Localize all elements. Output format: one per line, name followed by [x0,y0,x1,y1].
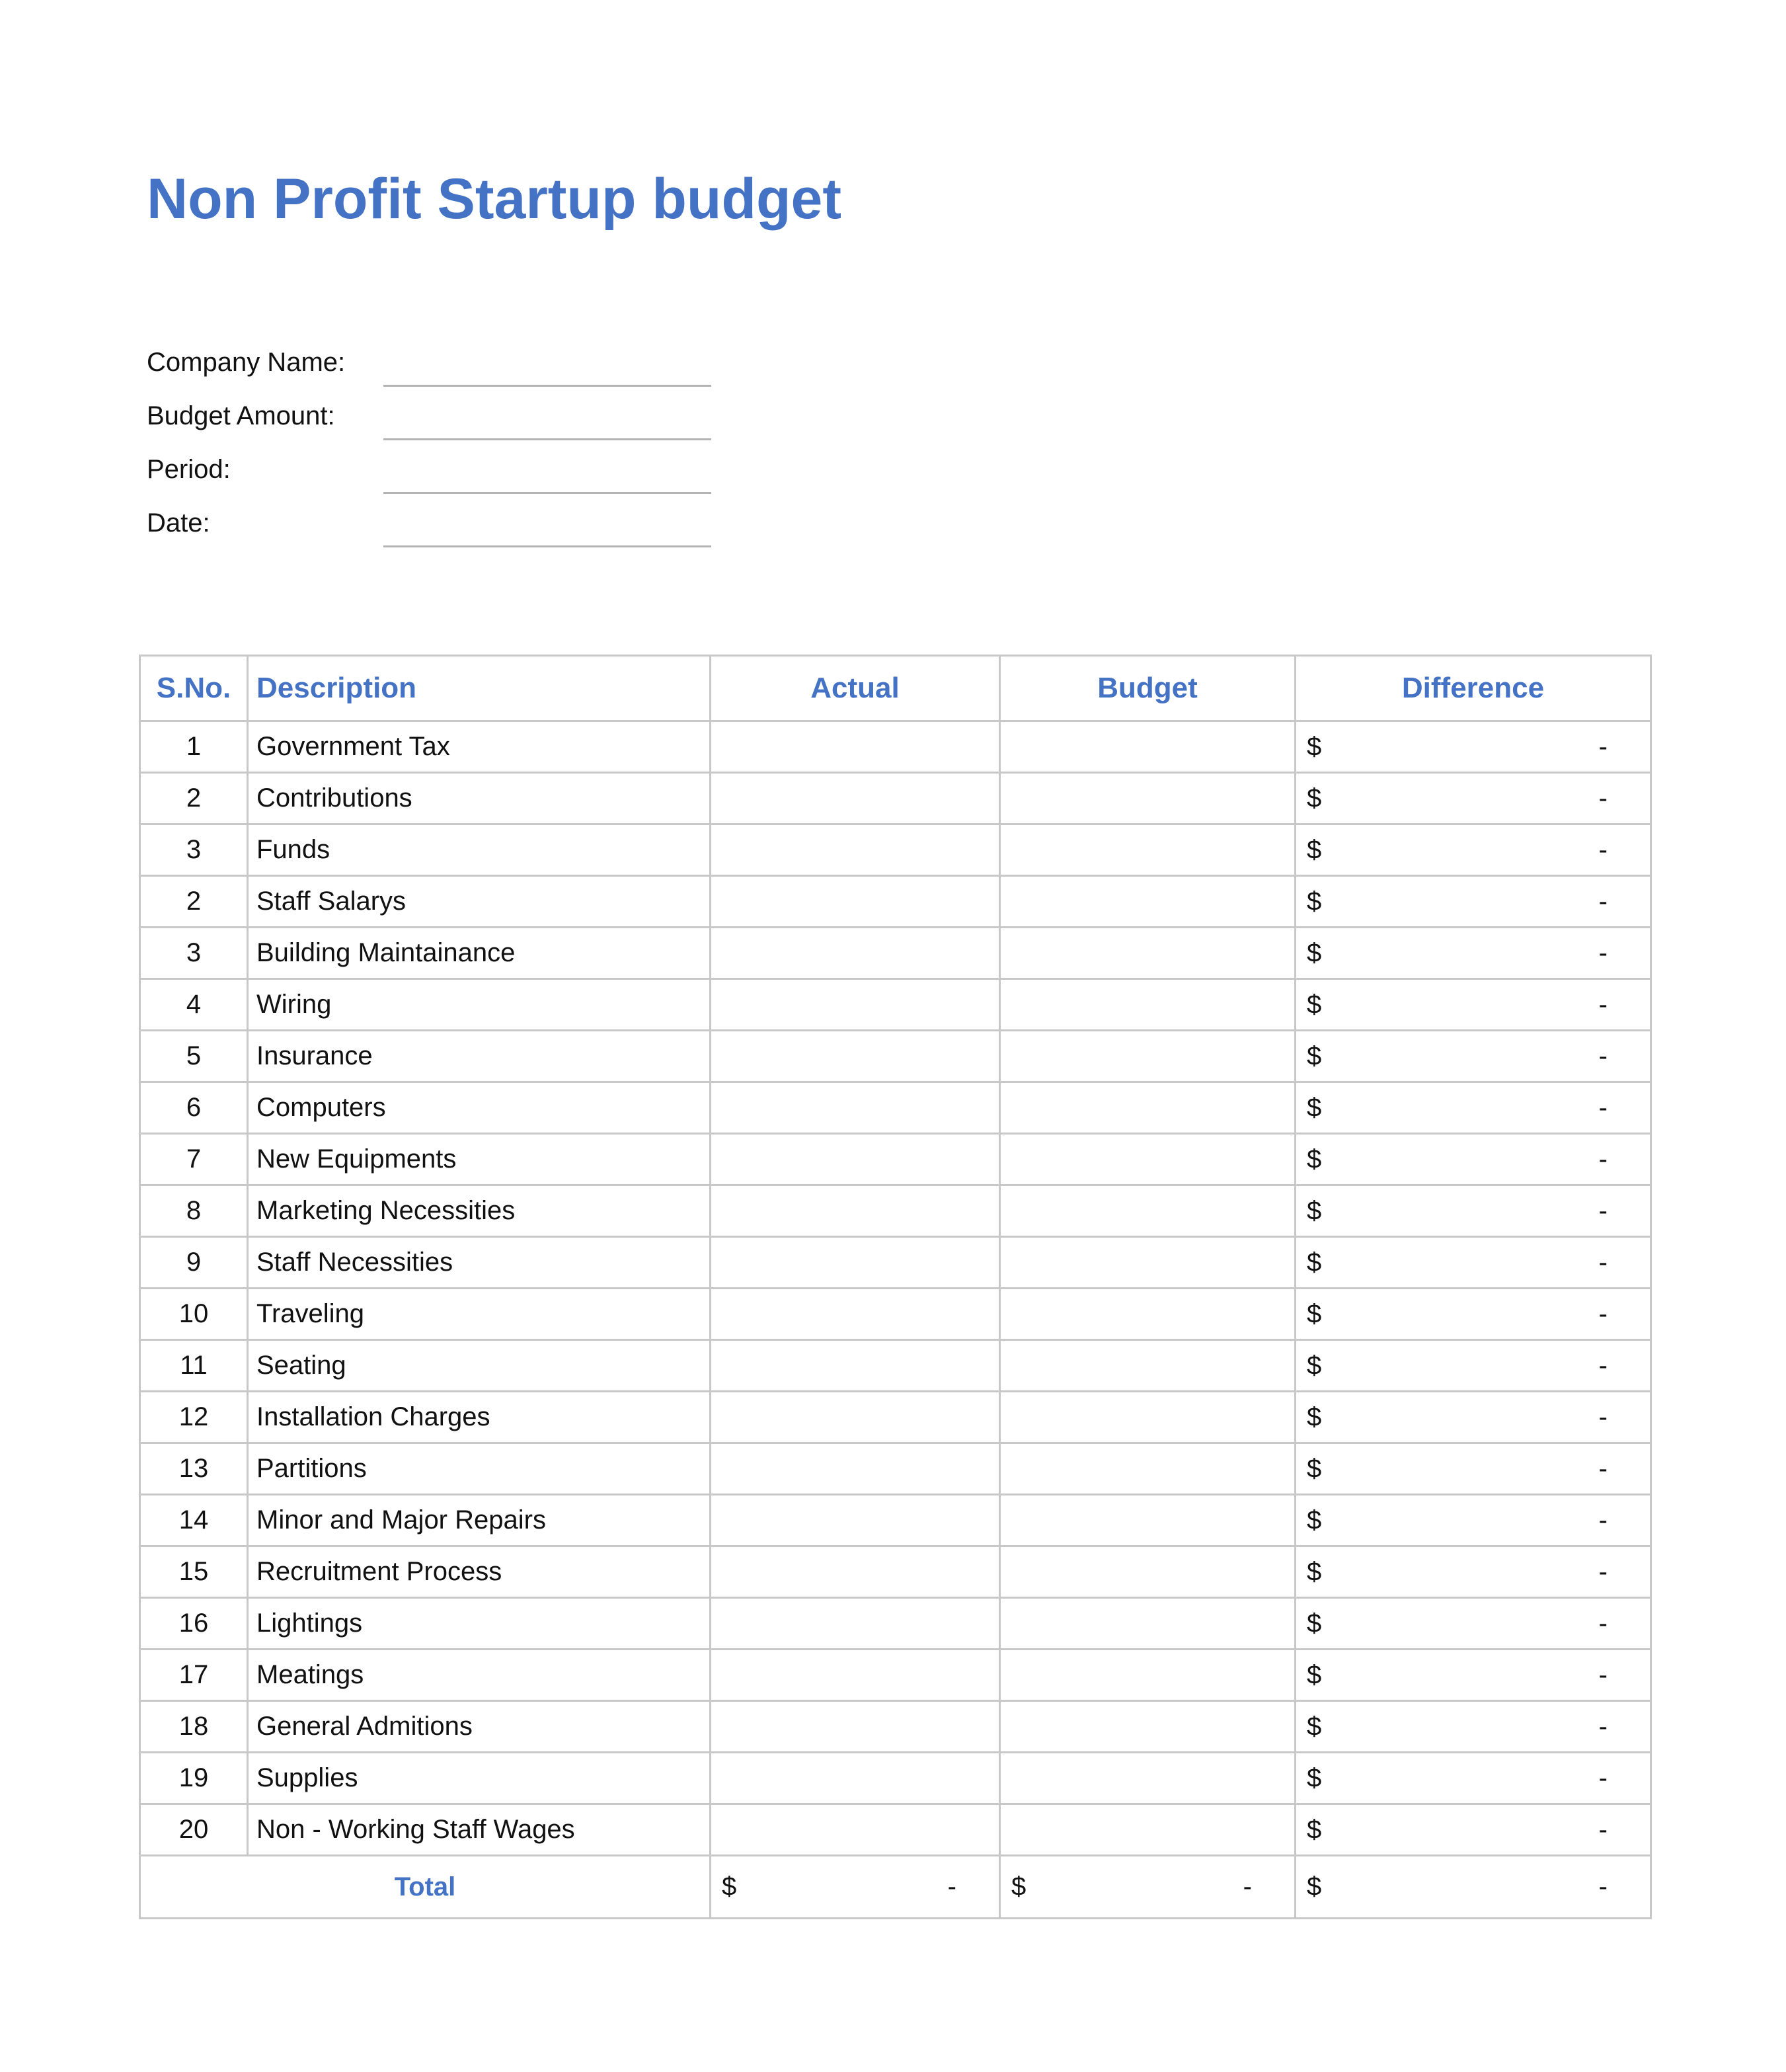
row-actual-cell[interactable] [711,1289,1000,1340]
row-actual-cell[interactable] [711,1546,1000,1598]
row-sno: 14 [140,1495,248,1546]
row-difference-cell [1296,773,1651,824]
table-header-row [140,656,1651,721]
row-difference-value: - [1598,1144,1608,1174]
table-row [140,824,1651,876]
row-actual-cell[interactable] [711,1701,1000,1753]
row-actual-cell[interactable] [711,979,1000,1031]
row-budget-cell[interactable] [1000,1392,1296,1443]
row-difference-cell [1296,1185,1651,1237]
row-difference-value: - [1598,1454,1608,1483]
row-sno: 16 [140,1598,248,1650]
period-field[interactable] [383,492,711,494]
page-title: Non Profit Startup budget [147,167,841,231]
row-description: Traveling [248,1289,711,1340]
table-row [140,928,1651,979]
total-difference-currency: $ [1307,1872,1322,1901]
row-budget-cell[interactable] [1000,1753,1296,1804]
table-row [140,773,1651,824]
date-field[interactable] [383,545,711,547]
row-difference-cell [1296,721,1651,773]
row-difference-currency: $ [1307,1041,1322,1070]
row-difference-cell [1296,1134,1651,1185]
row-difference-value: - [1598,783,1608,813]
row-difference-value: - [1598,1351,1608,1380]
row-difference-cell [1296,1237,1651,1289]
row-difference-currency: $ [1307,1402,1322,1431]
row-sno: 7 [140,1134,248,1185]
table-row [140,1134,1651,1185]
total-budget-cell[interactable] [1000,1856,1296,1919]
row-sno: 17 [140,1650,248,1701]
row-budget-cell[interactable] [1000,1546,1296,1598]
row-difference-currency: $ [1307,835,1322,864]
table-row [140,1031,1651,1082]
table-row [140,1237,1651,1289]
row-description: Insurance [248,1031,711,1082]
table-row [140,876,1651,928]
budget-table [139,655,1652,1919]
row-sno: 20 [140,1804,248,1856]
row-description: General Admitions [248,1701,711,1753]
period-label: Period: [147,455,231,484]
row-difference-cell [1296,1443,1651,1495]
row-difference-cell [1296,1392,1651,1443]
row-difference-value: - [1598,1093,1608,1122]
row-sno: 13 [140,1443,248,1495]
row-difference-currency: $ [1307,732,1322,761]
row-budget-cell[interactable] [1000,1340,1296,1392]
company-name-label: Company Name: [147,348,346,377]
row-description: Recruitment Process [248,1546,711,1598]
row-budget-cell[interactable] [1000,1185,1296,1237]
row-budget-cell[interactable] [1000,1443,1296,1495]
table-row [140,1185,1651,1237]
date-row [147,500,715,553]
row-budget-cell[interactable] [1000,1495,1296,1546]
row-budget-cell[interactable] [1000,979,1296,1031]
row-actual-cell[interactable] [711,773,1000,824]
row-difference-value: - [1598,835,1608,864]
row-budget-cell[interactable] [1000,1237,1296,1289]
row-difference-cell [1296,1804,1651,1856]
row-difference-value: - [1598,732,1608,761]
date-label: Date: [147,508,210,538]
row-budget-cell[interactable] [1000,1701,1296,1753]
row-sno: 11 [140,1340,248,1392]
row-sno: 19 [140,1753,248,1804]
row-actual-cell[interactable] [711,876,1000,928]
row-actual-cell[interactable] [711,1185,1000,1237]
row-description: Government Tax [248,721,711,773]
row-difference-value: - [1598,1041,1608,1070]
row-budget-cell[interactable] [1000,824,1296,876]
row-sno: 3 [140,824,248,876]
row-actual-cell[interactable] [711,824,1000,876]
row-difference-value: - [1598,1299,1608,1328]
row-difference-currency: $ [1307,1660,1322,1689]
row-description: Contributions [248,773,711,824]
row-difference-value: - [1598,1763,1608,1792]
row-sno: 2 [140,773,248,824]
row-budget-cell[interactable] [1000,721,1296,773]
table-row [140,721,1651,773]
row-difference-value: - [1598,1248,1608,1277]
row-actual-cell[interactable] [711,1134,1000,1185]
row-budget-cell[interactable] [1000,1598,1296,1650]
row-description: Funds [248,824,711,876]
row-description: Staff Necessities [248,1237,711,1289]
row-difference-currency: $ [1307,1093,1322,1122]
row-sno: 6 [140,1082,248,1134]
row-description: Computers [248,1082,711,1134]
row-difference-currency: $ [1307,938,1322,967]
row-actual-cell[interactable] [711,1650,1000,1701]
row-description: Lightings [248,1598,711,1650]
row-difference-cell [1296,1031,1651,1082]
row-description: Marketing Necessities [248,1185,711,1237]
table-row [140,1340,1651,1392]
row-budget-cell[interactable] [1000,1650,1296,1701]
row-sno: 1 [140,721,248,773]
row-description: Non - Working Staff Wages [248,1804,711,1856]
row-difference-cell [1296,1598,1651,1650]
table-row [140,1701,1651,1753]
row-difference-value: - [1598,1505,1608,1534]
row-difference-currency: $ [1307,1351,1322,1380]
row-difference-currency: $ [1307,1144,1322,1174]
row-budget-cell[interactable] [1000,1082,1296,1134]
row-difference-cell [1296,876,1651,928]
row-difference-value: - [1598,1402,1608,1431]
header-difference: Difference [1296,656,1651,721]
row-difference-cell [1296,1340,1651,1392]
row-actual-cell[interactable] [711,1031,1000,1082]
header-sno: S.No. [140,656,248,721]
table-body [140,721,1651,1856]
row-actual-cell[interactable] [711,1495,1000,1546]
table-row [140,1650,1651,1701]
header-description: Description [248,656,711,721]
row-difference-currency: $ [1307,1196,1322,1225]
row-difference-value: - [1598,1660,1608,1689]
row-actual-cell[interactable] [711,1598,1000,1650]
row-sno: 18 [140,1701,248,1753]
row-difference-value: - [1598,938,1608,967]
table-row [140,1495,1651,1546]
table-row [140,1753,1651,1804]
row-actual-cell[interactable] [711,1753,1000,1804]
total-row [140,1856,1651,1919]
row-difference-value: - [1598,887,1608,916]
company-name-field[interactable] [383,385,711,387]
total-difference-cell[interactable] [1296,1856,1651,1919]
total-actual-currency: $ [722,1872,737,1901]
total-difference-value: - [1598,1872,1608,1901]
row-sno: 9 [140,1237,248,1289]
total-budget-currency: $ [1011,1872,1027,1901]
row-difference-currency: $ [1307,1454,1322,1483]
row-description: Staff Salarys [248,876,711,928]
row-difference-currency: $ [1307,1815,1322,1844]
row-difference-currency: $ [1307,1557,1322,1586]
row-difference-cell [1296,1289,1651,1340]
row-difference-currency: $ [1307,1609,1322,1638]
row-description: Seating [248,1340,711,1392]
period-row [147,447,715,500]
total-label: Total [140,1856,711,1919]
row-actual-cell[interactable] [711,1443,1000,1495]
row-budget-cell[interactable] [1000,1134,1296,1185]
row-difference-cell [1296,1082,1651,1134]
row-description: Building Maintainance [248,928,711,979]
row-budget-cell[interactable] [1000,1804,1296,1856]
row-difference-cell [1296,1546,1651,1598]
row-difference-currency: $ [1307,990,1322,1019]
row-difference-value: - [1598,1196,1608,1225]
row-actual-cell[interactable] [711,928,1000,979]
table-row [140,1598,1651,1650]
row-difference-currency: $ [1307,783,1322,813]
row-sno: 4 [140,979,248,1031]
budget-amount-label: Budget Amount: [147,401,335,430]
row-budget-cell[interactable] [1000,928,1296,979]
row-budget-cell[interactable] [1000,773,1296,824]
total-actual-value: - [947,1872,956,1901]
row-budget-cell[interactable] [1000,1289,1296,1340]
row-actual-cell[interactable] [711,1237,1000,1289]
table-row [140,1082,1651,1134]
total-actual-cell[interactable] [711,1856,1000,1919]
row-sno: 3 [140,928,248,979]
budget-amount-field[interactable] [383,438,711,440]
table-row [140,979,1651,1031]
company-name-row [147,340,715,393]
row-sno: 10 [140,1289,248,1340]
row-difference-cell [1296,1495,1651,1546]
row-description: New Equipments [248,1134,711,1185]
row-actual-cell[interactable] [711,1392,1000,1443]
table-row [140,1392,1651,1443]
row-description: Partitions [248,1443,711,1495]
row-difference-cell [1296,1753,1651,1804]
table-row [140,1443,1651,1495]
row-description: Meatings [248,1650,711,1701]
row-description: Wiring [248,979,711,1031]
row-difference-value: - [1598,1557,1608,1586]
row-actual-cell[interactable] [711,1082,1000,1134]
row-difference-currency: $ [1307,1248,1322,1277]
row-description: Supplies [248,1753,711,1804]
row-sno: 5 [140,1031,248,1082]
row-difference-value: - [1598,1609,1608,1638]
row-difference-cell [1296,1701,1651,1753]
row-actual-cell[interactable] [711,1804,1000,1856]
row-sno: 8 [140,1185,248,1237]
row-sno: 12 [140,1392,248,1443]
row-description: Installation Charges [248,1392,711,1443]
header-actual: Actual [711,656,1000,721]
table-row [140,1804,1651,1856]
row-budget-cell[interactable] [1000,1031,1296,1082]
row-difference-value: - [1598,1712,1608,1741]
row-difference-currency: $ [1307,1763,1322,1792]
row-difference-value: - [1598,1815,1608,1844]
row-budget-cell[interactable] [1000,876,1296,928]
budget-amount-row [147,393,715,446]
row-actual-cell[interactable] [711,1340,1000,1392]
row-sno: 2 [140,876,248,928]
table-row [140,1289,1651,1340]
row-difference-cell [1296,928,1651,979]
row-description: Minor and Major Repairs [248,1495,711,1546]
total-budget-value: - [1243,1872,1252,1901]
row-difference-currency: $ [1307,1299,1322,1328]
row-difference-cell [1296,979,1651,1031]
row-difference-currency: $ [1307,1505,1322,1534]
header-budget: Budget [1000,656,1296,721]
table-row [140,1546,1651,1598]
row-difference-currency: $ [1307,1712,1322,1741]
row-difference-value: - [1598,990,1608,1019]
row-difference-cell [1296,1650,1651,1701]
row-sno: 15 [140,1546,248,1598]
row-difference-cell [1296,824,1651,876]
row-difference-currency: $ [1307,887,1322,916]
row-actual-cell[interactable] [711,721,1000,773]
